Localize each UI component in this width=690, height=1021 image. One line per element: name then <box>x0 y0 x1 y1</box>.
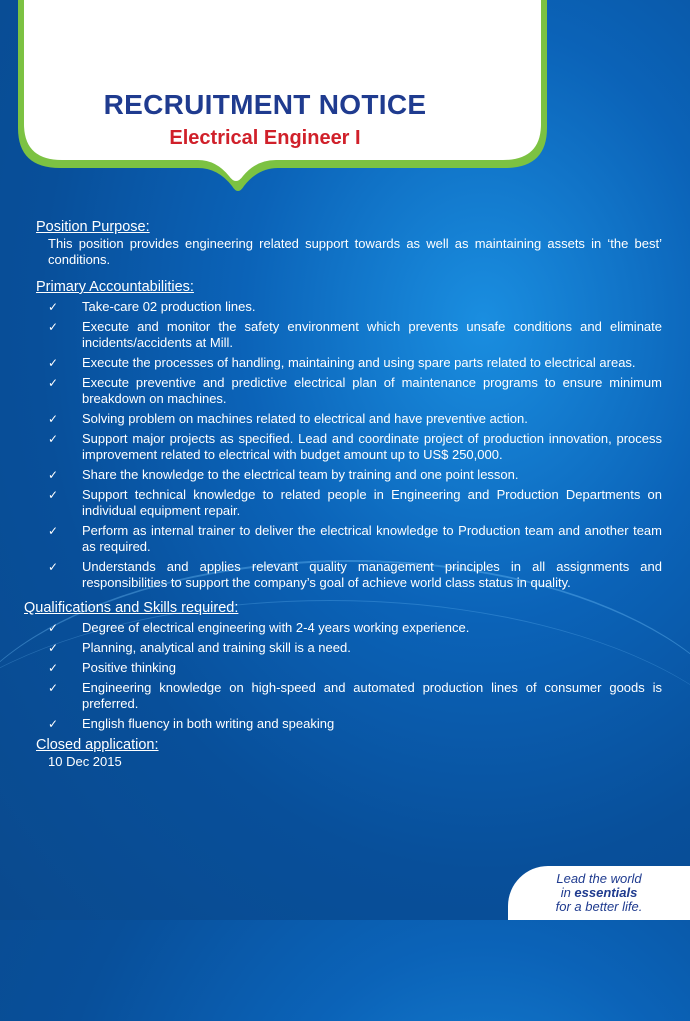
position-purpose-text: This position provides engineering related support towards as well as maintaining assets in ‘the best’ conditions. <box>48 236 662 267</box>
list-item <box>0 375 690 407</box>
list-item-text: Support technical knowledge to related people in Engineering and Production Departments on individual equipment repair. <box>82 487 662 518</box>
list-item-text: Engineering knowledge on high-speed and automated production lines of consumer goods is preferred. <box>82 680 662 711</box>
list-item <box>0 716 690 732</box>
tagline-line-1: Lead the world <box>556 871 642 886</box>
checkmark-icon: ✓ <box>48 681 59 695</box>
list-item <box>0 660 690 676</box>
list-item-text: Solving problem on machines related to electrical and have preventive action. <box>82 411 528 426</box>
list-item-text: Execute preventive and predictive electrical plan of maintenance programs to ensure minimum breakdown on machines. <box>82 375 662 406</box>
list-item-text: Planning, analytical and training skill is a need. <box>82 640 351 655</box>
checkmark-icon: ✓ <box>48 356 59 370</box>
checkmark-icon: ✓ <box>48 432 59 446</box>
checkmark-icon: ✓ <box>48 524 59 538</box>
tagline-line-2 <box>508 886 690 900</box>
accountabilities-list <box>0 299 690 591</box>
closing-heading: Closed application: <box>36 737 159 753</box>
list-item-text: Positive thinking <box>82 660 176 675</box>
checkmark-icon: ✓ <box>48 560 59 574</box>
checkmark-icon: ✓ <box>48 661 59 675</box>
tagline-line-3: for a better life. <box>555 899 643 914</box>
tagline-prefix: in <box>560 885 575 900</box>
checkmark-icon: ✓ <box>48 376 59 390</box>
list-item <box>0 620 690 636</box>
list-item-text: Execute and monitor the safety environment which prevents unsafe conditions and eliminate incidents/accidents at Mill. <box>82 319 662 350</box>
list-item <box>0 680 690 712</box>
list-item <box>0 355 690 371</box>
list-item-text: Perform as internal trainer to deliver the electrical knowledge to Production team and another team as required. <box>82 523 662 554</box>
list-item-text: Understands and applies relevant quality management principles in all assignments and responsibilities to support the company’s goal of achieve world class status in quality. <box>82 559 662 590</box>
list-item <box>0 467 690 483</box>
list-item <box>0 559 690 591</box>
qualifications-heading: Qualifications and Skills required: <box>24 600 239 616</box>
list-item-text: Execute the processes of handling, maintaining and using spare parts related to electrical areas. <box>82 355 636 370</box>
list-item-text: Take-care 02 production lines. <box>82 299 256 314</box>
list-item <box>0 640 690 656</box>
checkmark-icon: ✓ <box>48 488 59 502</box>
list-item <box>0 523 690 555</box>
position-purpose-heading: Position Purpose: <box>36 219 150 235</box>
list-item <box>0 487 690 519</box>
list-item <box>0 411 690 427</box>
notice-content <box>0 218 690 770</box>
list-item <box>0 431 690 463</box>
accountabilities-heading: Primary Accountabilities: <box>36 279 194 295</box>
list-item-text: Share the knowledge to the electrical team by training and one point lesson. <box>82 467 519 482</box>
job-title: Electrical Engineer I <box>169 127 361 149</box>
qualifications-list <box>0 620 690 732</box>
tagline-emphasis: essentials <box>574 885 638 900</box>
tagline <box>508 872 690 914</box>
list-item-text: Degree of electrical engineering with 2-4 years working experience. <box>82 620 470 635</box>
checkmark-icon: ✓ <box>48 641 59 655</box>
closing-date: 10 Dec 2015 <box>48 754 122 769</box>
checkmark-icon: ✓ <box>48 320 59 334</box>
list-item <box>0 319 690 351</box>
checkmark-icon: ✓ <box>48 717 59 731</box>
checkmark-icon: ✓ <box>48 300 59 314</box>
list-item-text: Support major projects as specified. Lead and coordinate project of production innovation, process improvement related to electrical with budget amount up to US$ 250,000. <box>82 431 662 462</box>
list-item <box>0 299 690 315</box>
header <box>0 88 530 152</box>
list-item-text: English fluency in both writing and speaking <box>82 716 335 731</box>
checkmark-icon: ✓ <box>48 412 59 426</box>
checkmark-icon: ✓ <box>48 468 59 482</box>
page-title: RECRUITMENT NOTICE <box>103 89 427 120</box>
checkmark-icon: ✓ <box>48 621 59 635</box>
